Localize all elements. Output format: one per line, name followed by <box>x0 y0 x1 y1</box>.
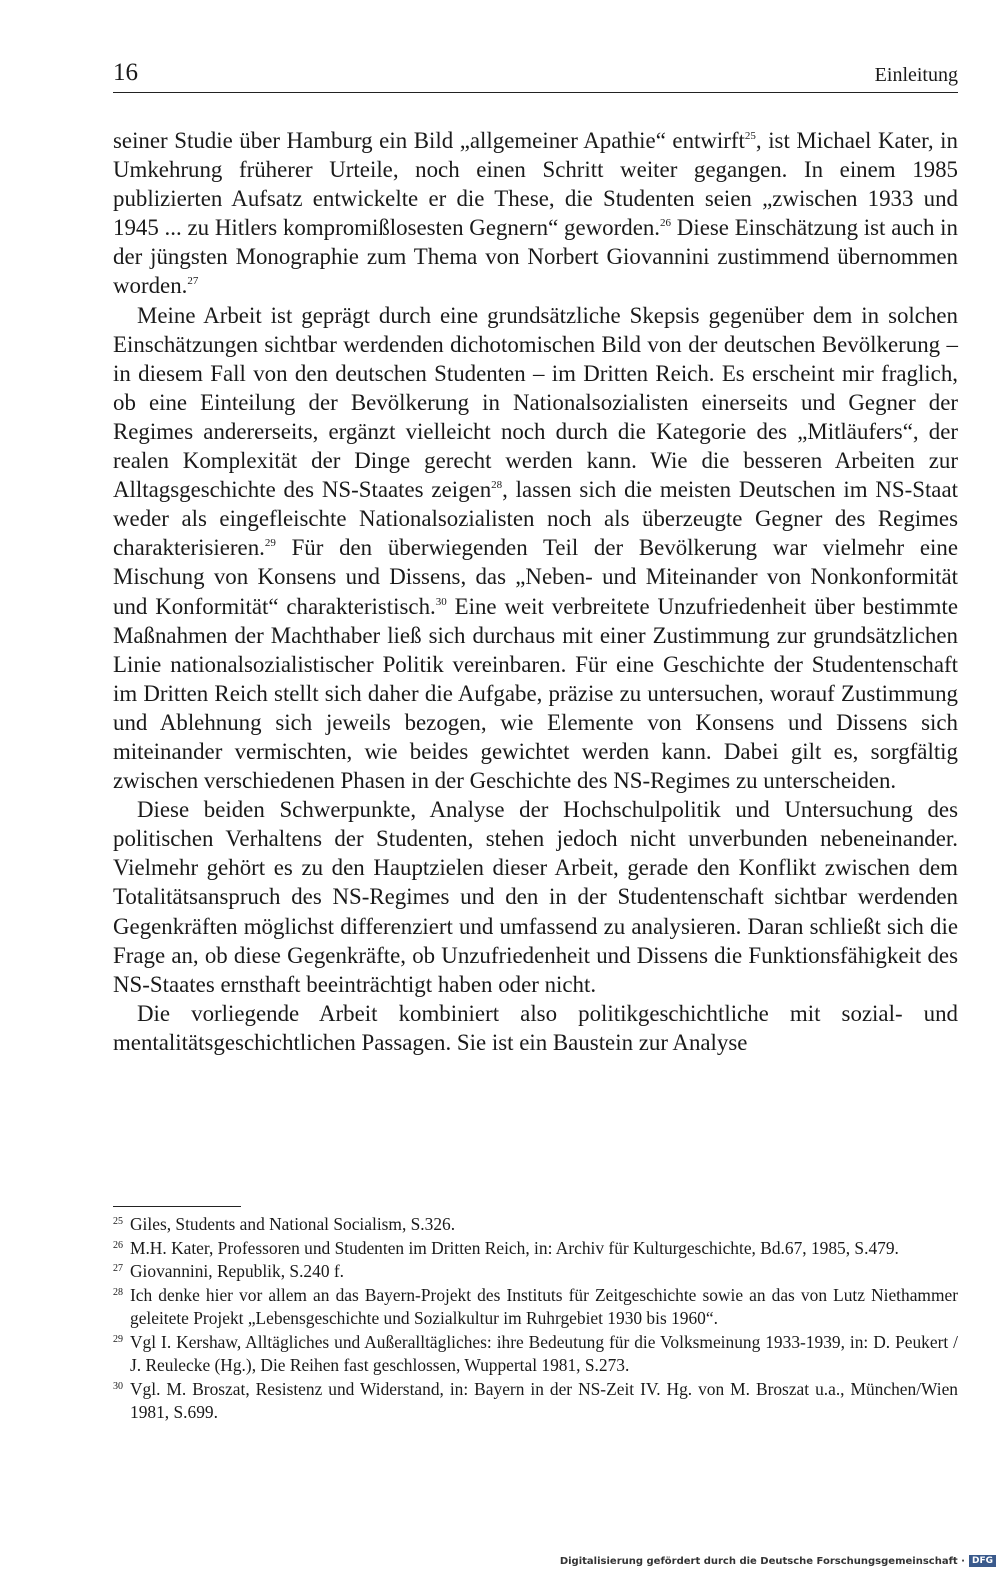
footnote <box>113 1260 958 1283</box>
page-number: 16 <box>113 59 138 86</box>
footnote-ref-28: 28 <box>491 479 503 492</box>
page-header <box>113 56 958 93</box>
dfg-logo-icon: DFG <box>969 1555 996 1567</box>
watermark-text: Digitalisierung gefördert durch die Deutsche Forschungsgemeinschaft · <box>559 1555 965 1567</box>
footnote-number: 27 <box>113 1263 123 1275</box>
footnote <box>113 1378 958 1424</box>
footnotes <box>113 1213 958 1425</box>
footnote-number: 28 <box>113 1287 123 1299</box>
paragraph-1 <box>113 126 958 301</box>
footnote <box>113 1237 958 1260</box>
footnote-separator <box>113 1206 241 1207</box>
running-head: Einleitung <box>874 64 958 86</box>
paragraph-3: Diese beiden Schwerpunkte, Analyse der Hochschulpolitik und Untersuchung des politischen Verhaltens der Studenten, stehen jedoch nicht unverbunden nebeneinander. Vielmehr gehört es zu den Hauptzielen dieser Arbeit, gerade den Konflikt zwischen dem Totalitätsanspruch des NS-Regimes und den in der Studentenschaft sichtbar werdenden Gegenkräften möglichst differenziert und umfassend zu analysieren. Daran schließt sich die Frage an, ob diese Gegenkräfte, ob Unzufriedenheit und Dissens die Funktionsfähigkeit des NS-Staates ernsthaft beeinträchtigt haben oder nicht. <box>113 797 958 997</box>
paragraph-text: Diese Einschätzung ist auch in der jüngsten Monographie zum Thema von Norbert Giovannini zustimmend übernommen worden. <box>113 215 958 299</box>
footnote-text: M.H. Kater, Professoren und Studenten im Dritten Reich, in: Archiv für Kulturgeschichte, Bd.67, 1985, S.479. <box>130 1237 899 1258</box>
footnote-ref-30: 30 <box>435 595 447 608</box>
footnote-number: 25 <box>113 1216 123 1227</box>
footnote <box>113 1331 958 1377</box>
footnote-text: Vgl I. Kershaw, Alltägliches und Außeralltägliches: ihre Bedeutung für die Volksmeinung 1933-1939, in: D. Peukert / J. Reulecke (Hg.), Die Reihen fast geschlossen, Wuppertal 1981, S.273. <box>130 1332 958 1376</box>
footnote <box>113 1213 958 1236</box>
footnote-ref-27: 27 <box>187 275 199 288</box>
paragraph-text: seiner Studie über Hamburg ein Bild „allgemeiner Apathie“ entwirft <box>113 128 745 153</box>
footnote-number: 29 <box>113 1334 123 1346</box>
paragraph-text: Eine weit verbreitete Unzufriedenheit über bestimmte Maßnahmen der Machthaber ließ sich durchaus mit einer Zustimmung zur grundsätzlichen Linie nationalsozialistischer Politik vereinbaren. Für eine Geschichte der Studentenschaft im Dritten Reich stellt sich daher die Aufgabe, präzise zu untersuchen, worauf Zustimmung und Ablehnung sich jeweils bezogen, wie Elemente von Konsens und Dissens sich miteinander vermischten, wie beides gewichtet werden kann. Dabei gilt es, sorgfältig zwischen verschiedenen Phasen in der Geschichte des NS-Regimes zu unterscheiden. <box>113 593 958 794</box>
paragraph-text: , lassen sich die meisten Deutschen im NS-Staat weder als eingefleischte Nationalsozialisten noch als überzeugte Gegner des Regimes charakterisieren. <box>113 477 958 561</box>
paragraph-text: Meine Arbeit ist geprägt durch eine grundsätzliche Skepsis gegenüber dem in solchen Einschätzungen sichtbar werdenden dichotomischen Bild von der deutschen Bevölkerung – in diesem Fall von den deutschen Studenten – im Dritten Reich. Es erscheint mir fraglich, ob eine Einteilung der Bevölkerung in Nationalsozialisten einerseits und Gegner der Regimes andererseits, ergänzt vielleicht noch durch die Kategorie des „Mitläufers“, der realen Komplexität der Dinge gerecht werden kann. Wie die besseren Arbeiten zur Alltagsgeschichte des NS-Staates zeigen <box>113 302 958 503</box>
paragraph-text: , ist Michael Kater, in Umkehrung früherer Urteile, noch einen Schritt weiter gegangen. In einem 1985 publizierten Aufsatz entwickelte er die These, die Studenten seien „zwischen 1933 und 1945 ... zu Hitlers kompromißlosesten Gegnern“ geworden. <box>113 128 958 241</box>
footnote-text: Ich denke hier vor allem an das Bayern-Projekt des Instituts für Zeitgeschichte sowie an das von Lutz Niethammer geleitete Projekt „Lebensgeschichte und Sozialkultur im Ruhrgebiet 1930 bis 1960“. <box>130 1285 958 1329</box>
body-text <box>113 126 958 1057</box>
footnote-ref-29: 29 <box>264 537 276 550</box>
footnote-text: Vgl. M. Broszat, Resistenz und Widerstand, in: Bayern in der NS-Zeit IV. Hg. von M. Broszat u.a., München/Wien 1981, S.699. <box>130 1378 958 1423</box>
paragraph-text: Für den überwiegenden Teil der Bevölkerung war vielmehr eine Mischung von Konsens und Dissens, das „Neben- und Miteinander von Nonkonformität und Konformität“ charakteristisch. <box>113 535 958 619</box>
footnote-number: 26 <box>113 1239 123 1251</box>
footnote <box>113 1284 958 1330</box>
footnote-text: Giles, Students and National Socialism, S.326. <box>130 1214 456 1234</box>
footnote-ref-26: 26 <box>660 217 672 230</box>
footnote-number: 30 <box>113 1380 123 1392</box>
paragraph-2 <box>113 301 958 796</box>
footnote-ref-25: 25 <box>744 130 756 142</box>
footnote-text: Giovannini, Republik, S.240 f. <box>130 1261 344 1282</box>
digitization-watermark <box>560 1554 996 1568</box>
paragraph-4: Die vorliegende Arbeit kombiniert also politikgeschichtliche mit sozial- und mentalitätsgeschichtlichen Passagen. Sie ist ein Baustein zur Analyse <box>113 1000 958 1055</box>
